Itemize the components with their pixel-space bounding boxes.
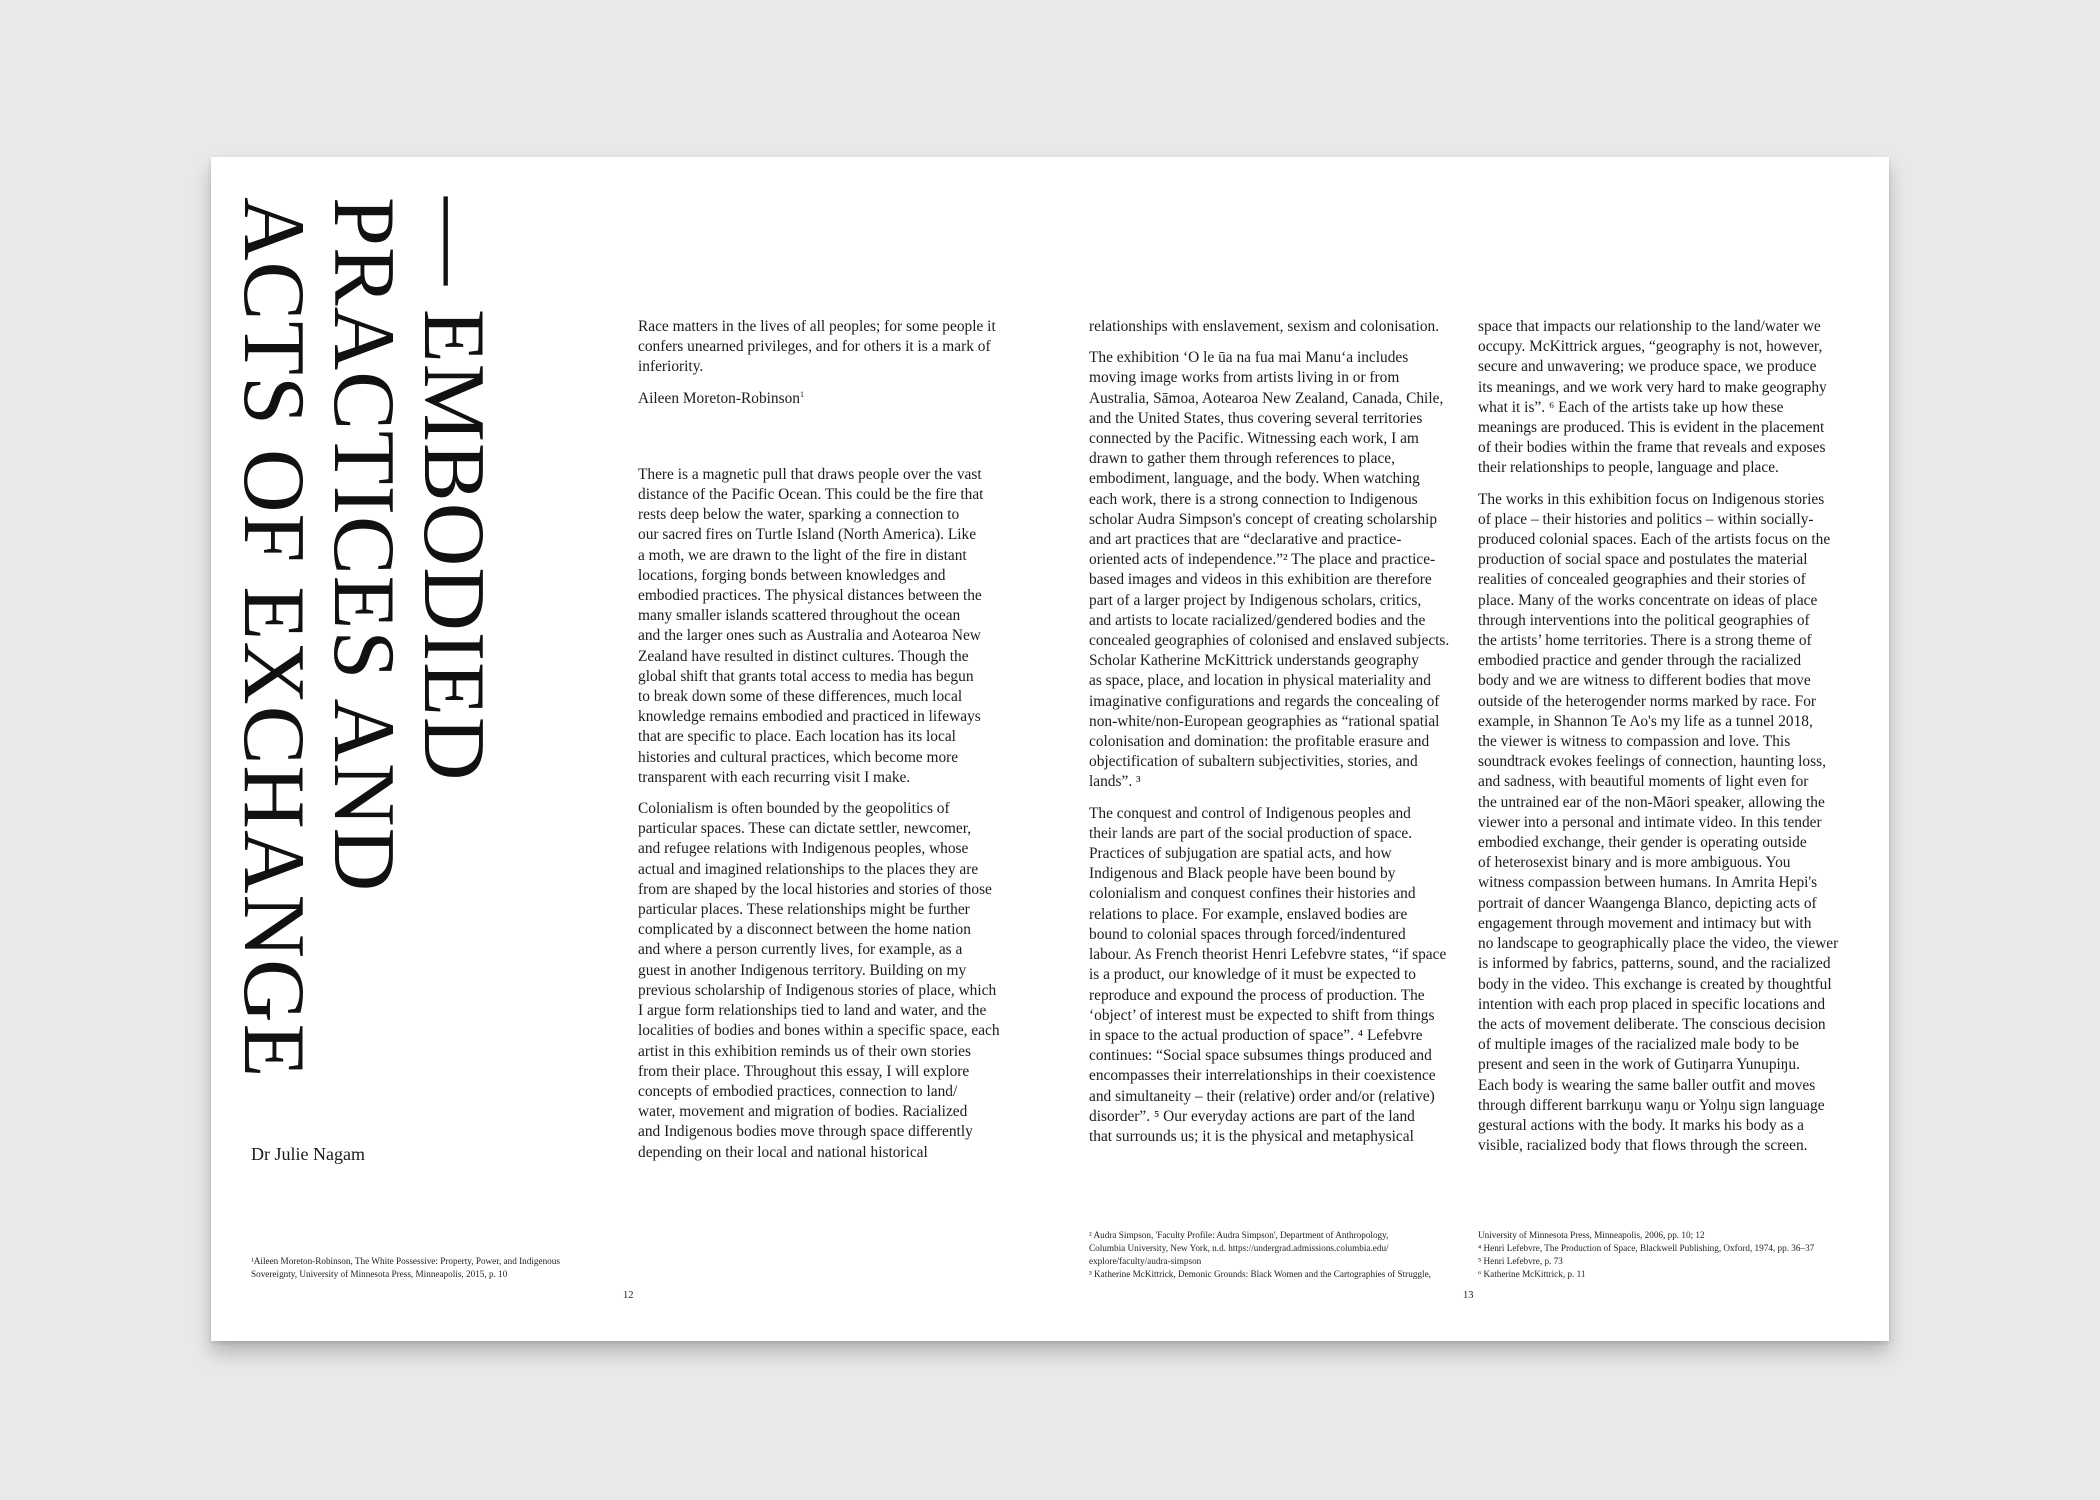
epigraph-quote: Race matters in the lives of all peoples; for some people it confers unearned privileges, and for others it is a mark of inferiority. xyxy=(638,318,996,376)
left-footnote: ¹Aileen Moreton-Robinson, The White Possessive: Property, Power, and Indigenous Sovereignty, University of Minnesota Press, Minneapolis, 2015, p. 10 xyxy=(251,1256,560,1279)
body-paragraph: space that impacts our relationship to the land/water we occupy. McKittrick argues, “geography is not, however, secure and unwavering; we produce space, we produce its meanings, and we work very hard to make geography what it is”. ⁶ Each of the artists take up how these meanings are produced. This is evident in the placement of their bodies within the frame that reveals and exposes their relationships to people, language and place. xyxy=(1478,318,1827,477)
title-line-1: — EMBODIED xyxy=(405,197,502,782)
essay-title xyxy=(225,197,502,1177)
body-paragraph: The conquest and control of Indigenous peoples and their lands are part of the social production of space. Practices of subjugation are spatial acts, and how Indigenous and Black people have been bound by colonialism and conquest confines their histories and relations to place. For example, enslaved bodies are bound to colonial spaces through forced/indentured labour. As French theorist Henri Lefebvre states, “if space is a product, our knowledge of it must be expected to reproduce and expound the process of production. The ‘object’ of interest must be expected to shift from things in space to the actual production of space”. ⁴ Lefebvre continues: “Social space subsumes things produced and encompasses their interrelationships in their coexistence and simultaneity – their (relative) order and/or (relative) disorder”. ⁵ Our everyday actions are part of the land that surrounds us; it is the physical and metaphysical xyxy=(1089,804,1447,1145)
title-line-3: ACTS OF EXCHANGE xyxy=(225,197,322,1079)
epigraph-author-name: Aileen Moreton-Robinson xyxy=(638,389,801,407)
right-footnote-2: University of Minnesota Press, Minneapolis, 2006, pp. 10; 12 ⁴ Henri Lefebvre, The Production of Space, Blackwell Publishing, Oxford, 1974, pp. 36–37 ⁵ Henri Lefebvre, p. 73 ⁶ Katherine McKittrick, p. 11 xyxy=(1478,1230,1815,1279)
body-paragraph: relationships with enslavement, sexism and colonisation. xyxy=(1089,318,1440,335)
body-paragraph: There is a magnetic pull that draws people over the vast distance of the Pacific Ocean. This could be the fire that rests deep below the water, sparking a connection to our sacred fires on Turtle Island (North America). Like a moth, we are drawn to the light of the fire in distant locations, forging bonds between knowledges and embodied practices. The physical distances between the many smaller islands scattered throughout the ocean and the larger ones such as Australia and Aotearoa New Zealand have resulted in distinct cultures. Though the global shift that grants total access to media has begun to break down some of these differences, much local knowledge remains embodied and practiced in lifeways that are specific to place. Each location has its local histories and cultural practices, which become more transparent with each recurring visit I make. xyxy=(638,465,984,786)
body-paragraph: The exhibition ʻO le ūa na fua mai Manuʻa includes moving image works from artists living in or from Australia, Sāmoa, Aotearoa New Zealand, Canada, Chile, and the United States, thus covering several territories connected by the Pacific. Witnessing each work, I am drawn to gather them through references to place, embodiment, language, and the body. When watching each work, there is a strong connection to Indigenous scholar Audra Simpson's concept of creating scholarship and art practices that are “declarative and practice- oriented acts of independence.”² The place and practice- based images and videos in this exhibition are therefore part of a larger project by Indigenous scholars, critics, and artists to locate racialized/gendered bodies and the concealed geographies of colonised and enslaved subjects. Scholar Katherine McKittrick understands geography as space, place, and location in physical materiality and imaginative configurations and regards the concealing of non-white/non-European geographies as “rational spatial colonisation and domination: the profitable erasure and objectification of subaltern subjectivities, stories, and lands”. ³ xyxy=(1089,349,1450,791)
author-name: Dr Julie Nagam xyxy=(251,1144,365,1164)
body-paragraph: Colonialism is often bounded by the geopolitics of particular spaces. These can dictate settler, newcomer, and refugee relations with Indigenous peoples, whose actual and imagined relationships to the places they are from are shaped by the local histories and stories of those particular places. These relationships might be further complicated by a disconnect between the home nation and where a person currently lives, for example, as a guest in another Indigenous territory. Building on my previous scholarship of Indigenous stories of place, which I argue form relationships tied to land and water, and the localities of bodies and bones within a specific space, each artist in this exhibition reminds us of their own stories from their place. Throughout this essay, I will explore concepts of embodied practices, connection to land/ water, movement and migration of bodies. Racialized and Indigenous bodies move through space differently depending on their local and national historical xyxy=(638,800,1000,1161)
right-page-column-2 xyxy=(1478,317,1878,1167)
right-footnote-1: ² Audra Simpson, 'Faculty Profile: Audra Simpson', Department of Anthropology, Columbia University, New York, n.d. https://undergrad.admissions.columbia.edu/ explore/faculty/audra-simpson ³ Katherine McKittrick, Demonic Grounds: Black Women and the Cartographies of Struggle, xyxy=(1089,1230,1431,1279)
body-paragraph: The works in this exhibition focus on Indigenous stories of place – their histories and politics – within socially- produced colonial spaces. Each of the artists focus on the production of social space and postulates the material realities of concealed geographies and their stories of place. Many of the works concentrate on ideas of place through interventions into the political geographies of the artists’ home territories. There is a strong theme of embodied practice and gender through the racialized body and we are witness to different bodies that move outside of the heterogender norms marked by race. For example, in Shannon Te Ao's my life as a tunnel 2018, the viewer is witness to compassion and love. This soundtrack evokes feelings of connection, haunting loss, and sadness, with beautiful moments of light even for the untrained ear of the non-Māori speaker, allowing the viewer into a personal and intimate video. In this tender embodied exchange, their gender is operating outside of heterosexist binary and is more ambiguous. You witness compassion between humans. In Amrita Hepi's portrait of dancer Waangenga Blanco, depicting acts of engagement through movement and intimacy but with no landscape to geographically place the video, the viewer is informed by fabrics, patterns, sound, and the racialized body in the video. This exchange is created by thoughtful intention with each prop placed in specific locations and the acts of movement deliberate. The conscious decision of multiple images of the racialized male body to be present and seen in the work of Gutiŋarra Yunupiŋu. Each body is wearing the same baller outfit and moves through different barrkuŋu waŋu or Yolŋu sign language gestural actions with the body. It marks his body as a visible, racialized body that flows through the screen. xyxy=(1478,490,1839,1155)
title-line-2: PRACTICES AND xyxy=(315,197,412,893)
page-number-left: 12 xyxy=(623,1290,634,1301)
epigraph-footnote-marker: 1 xyxy=(800,389,805,399)
right-page-column-1 xyxy=(1089,317,1479,1158)
book-spread xyxy=(211,157,1889,1341)
left-page-column xyxy=(638,317,1028,1174)
page-number-right: 13 xyxy=(1463,1290,1474,1301)
epigraph-author xyxy=(638,389,1028,409)
